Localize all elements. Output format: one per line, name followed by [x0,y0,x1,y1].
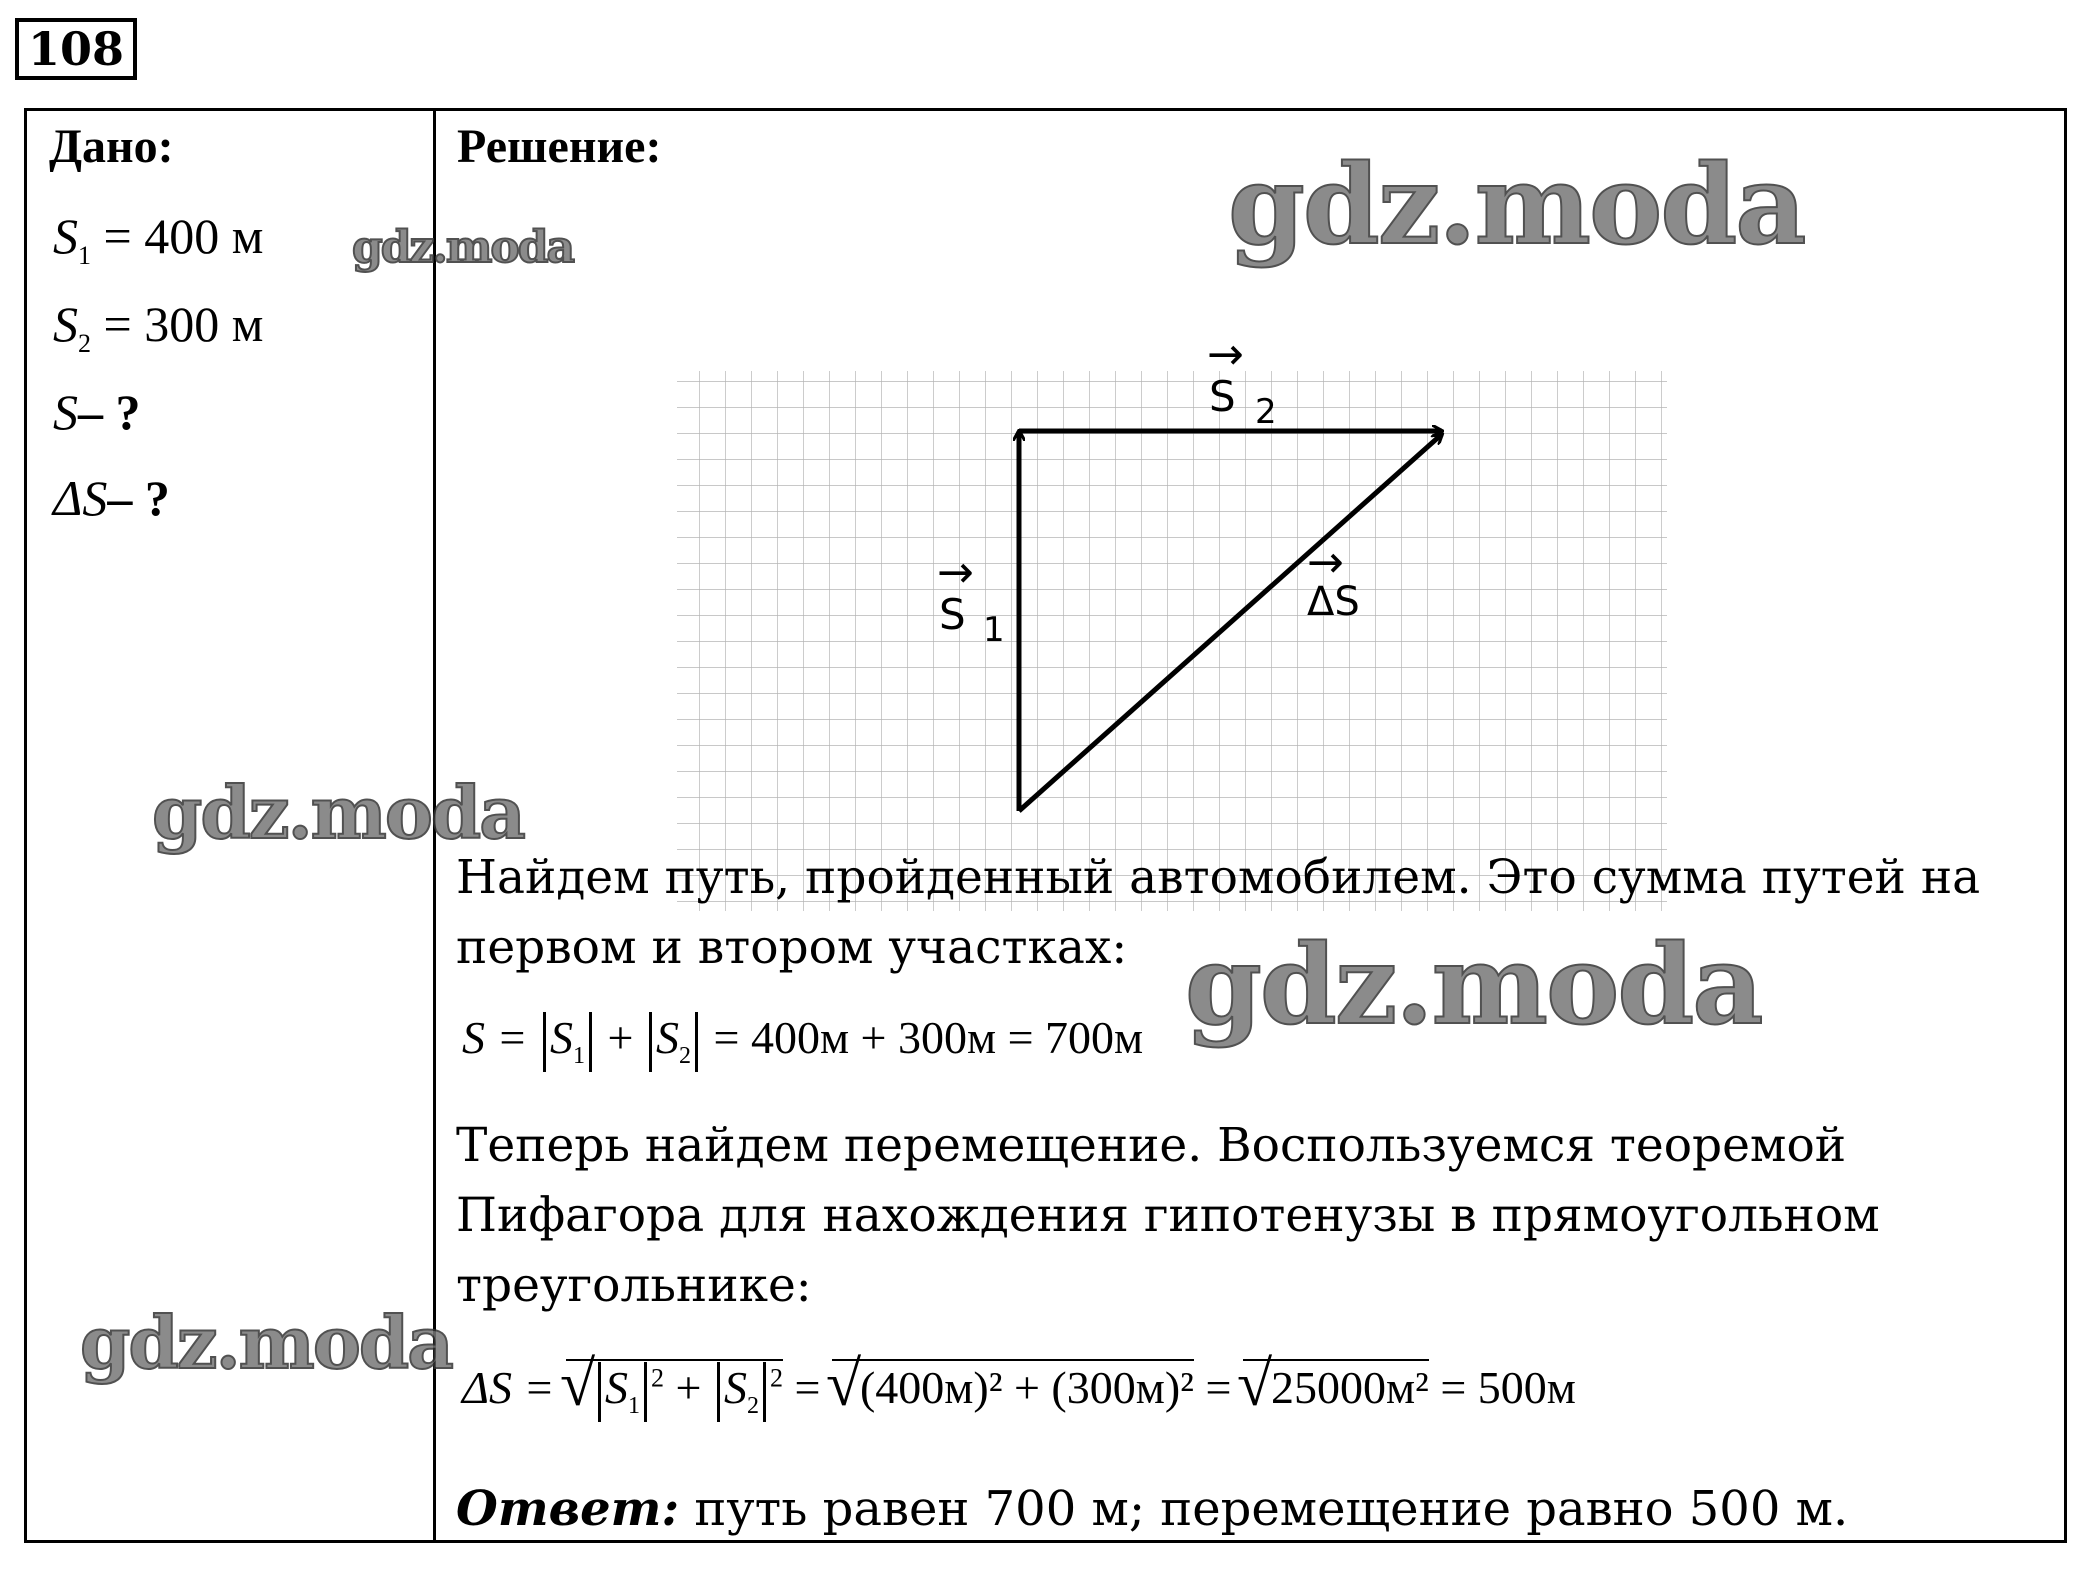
grid-paper [677,371,1667,911]
label-s1-sub: 1 [983,610,1005,650]
watermark-left-mid: gdz.moda [152,770,524,855]
paragraph-1-line-2: первом и втором участках: [456,920,1128,975]
label-s1: S [939,590,966,639]
paragraph-1-line-1: Найдем путь, пройденный автомобилем. Это сумма путей на [456,850,1981,905]
label-s1-arrow: → [937,547,974,598]
unknown-delta-s: ΔS– ? [53,470,170,526]
paragraph-2-line-2: Пифагора для нахождения гипотенузы в прямоугольном [456,1188,1880,1243]
label-s2-sub: 2 [1255,392,1277,432]
paragraph-2-line-3: треугольнике: [456,1258,812,1313]
label-ds: ΔS [1307,579,1360,625]
unknown-s: S– ? [53,384,141,440]
watermark-top: gdz.moda [1228,140,1805,269]
formula-displacement: ΔS = √ $S_1^2 + S_2^2$ = √ (400м)² + (300м)² = √ 25000м² = 500м [462,1359,1576,1422]
answer: Ответ: путь равен 700 м; перемещение равно 500 м. [456,1481,1849,1537]
formula-path: $S = S_1 + S_2 = 400м + 300м = 700м$ [462,1011,1143,1072]
watermark-left-bottom: gdz.moda [80,1300,452,1385]
given-header: Дано: [49,120,174,173]
given-s2: $S_2 = 300$ м [53,296,264,358]
given-s1: $S_1 = 400$ м [53,208,264,270]
vector-diagram [647,251,1707,931]
watermark-small: gdz.moda [352,222,574,273]
label-s2: S [1209,372,1236,421]
problem-number: 108 [15,18,137,80]
paragraph-2-line-1: Теперь найдем перемещение. Воспользуемся теоремой [456,1118,1847,1173]
watermark-mid: gdz.moda [1185,920,1762,1049]
label-ds-arrow: → [1307,537,1344,588]
solution-header: Решение: [457,120,662,173]
label-s2-arrow: → [1207,329,1244,380]
